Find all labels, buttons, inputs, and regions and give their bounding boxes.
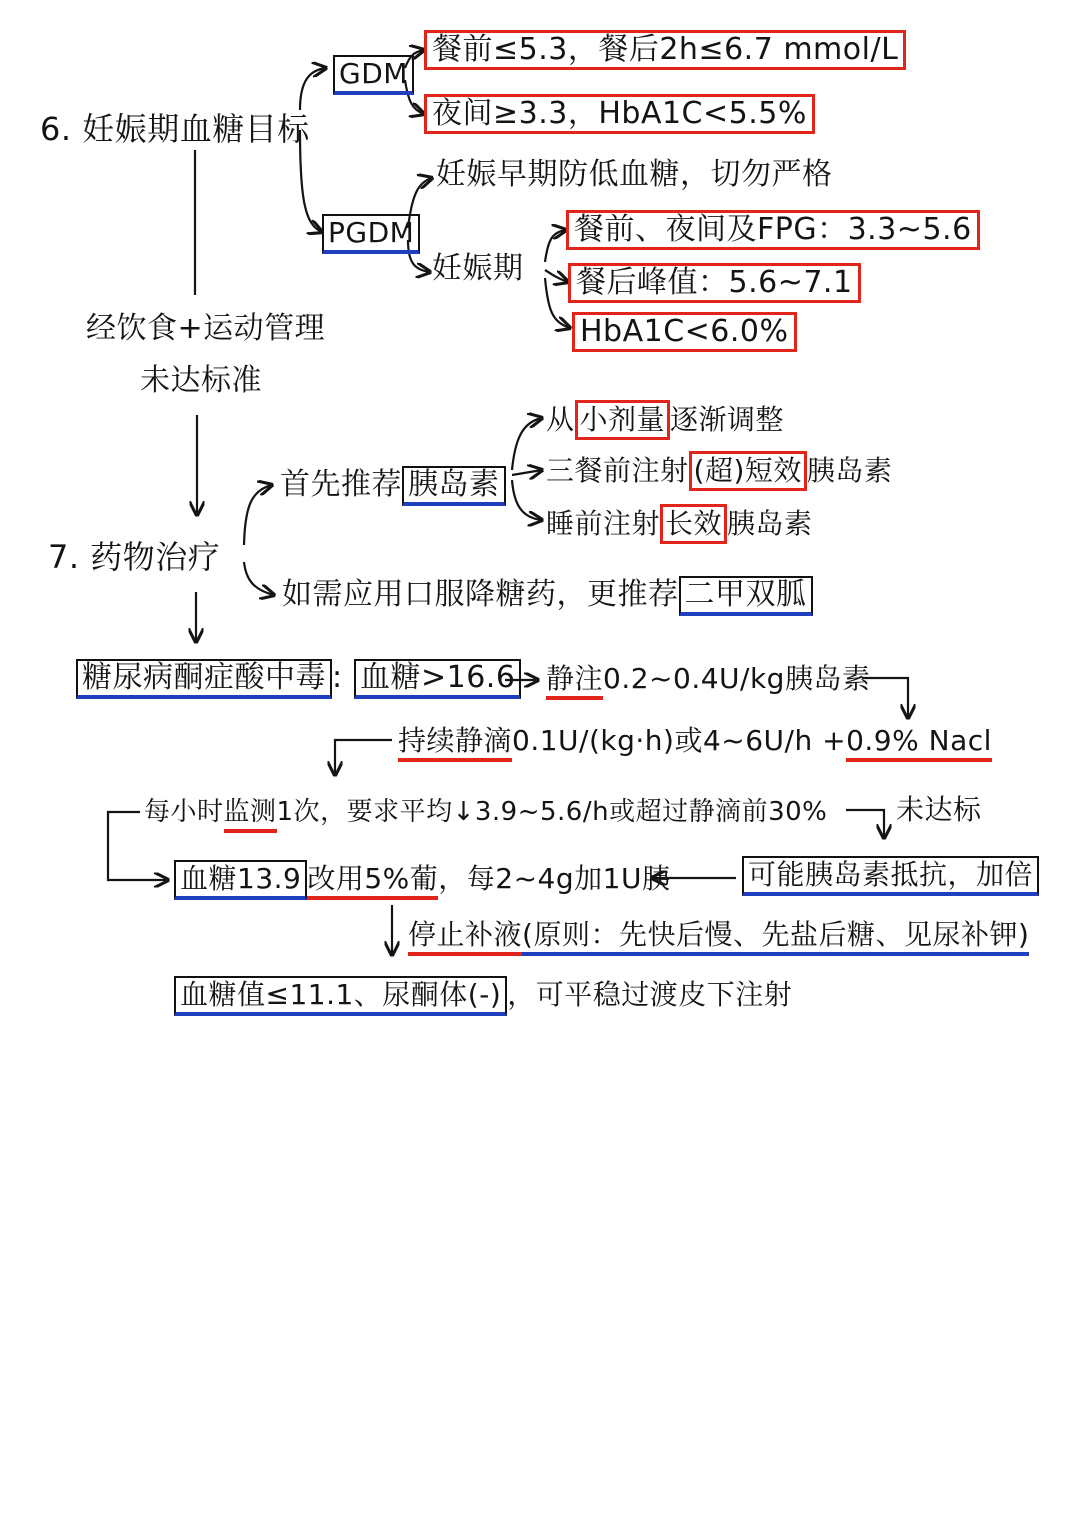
gdm-label: GDM xyxy=(333,55,414,95)
arrow-period-t2 xyxy=(545,270,568,282)
insulin-recommendation xyxy=(280,466,506,506)
insulin-dose-rule xyxy=(546,400,784,440)
pgdm-period-label: 妊娠期 xyxy=(432,251,524,286)
final-post: ，可平稳过渡皮下注射 xyxy=(507,978,793,1011)
bedtime-post: 胰岛素 xyxy=(727,507,813,540)
long-acting-box: 长效 xyxy=(660,504,727,544)
dka-title: 糖尿病酮症酸中毒 xyxy=(76,659,332,699)
gdm-target-night: 夜间≥3.3，HbA1C<5.5% xyxy=(424,94,815,134)
pgdm-target-fpg: 餐前、夜间及FPG：3.3~5.6 xyxy=(566,210,980,250)
dka-insulin-resistance: 可能胰岛素抵抗，加倍 xyxy=(742,856,1039,896)
dose-pre: 从 xyxy=(546,403,575,436)
dka-glucose-switch xyxy=(174,860,670,900)
short-acting-box: (超)短效 xyxy=(689,451,807,491)
lifestyle-line1: 经饮食+运动管理 xyxy=(86,311,326,346)
fluid-principle: (原则：先快后慢、先盐后糖、见尿补钾) xyxy=(522,918,1029,956)
dka-colon: : xyxy=(332,660,343,695)
dose-post: 逐渐调整 xyxy=(670,403,785,436)
monitor-label: 监测 xyxy=(224,795,277,833)
nacl-label: 0.9% Nacl xyxy=(846,724,992,762)
pgdm-early-note: 妊娠早期防低血糖，切勿严格 xyxy=(436,157,833,192)
dka-transition xyxy=(174,976,792,1016)
premeal-pre: 三餐前注射 xyxy=(546,454,689,487)
small-dose-box: 小剂量 xyxy=(575,400,671,440)
dka-stop-fluids xyxy=(408,918,1029,956)
final-criteria: 血糖值≤11.1、尿酮体(-) xyxy=(174,976,507,1016)
dka-title-row xyxy=(76,659,343,699)
line-drip-left-down xyxy=(335,740,392,775)
drip-rate: 0.1U/(kg·h)或4~6U/h + xyxy=(512,724,847,757)
pgdm-target-hba1c: HbA1C<6.0% xyxy=(572,312,797,352)
premeal-post: 胰岛素 xyxy=(806,454,893,487)
insulin-bedtime-rule xyxy=(546,504,813,544)
arrow-ins-dose xyxy=(512,418,542,470)
pgdm-label: PGDM xyxy=(322,214,420,254)
bedtime-pre: 睡前注射 xyxy=(546,507,661,540)
drip-label: 持续静滴 xyxy=(398,724,512,762)
dka-not-reached: 未达标 xyxy=(896,793,982,826)
insulin-premeal-rule xyxy=(546,451,892,491)
insulin-label: 胰岛素 xyxy=(402,466,506,506)
line-monitor-right xyxy=(846,810,884,838)
dka-monitor xyxy=(144,795,827,833)
section6-title: 6. 妊娠期血糖目标 xyxy=(40,110,310,148)
glucose-label: 改用5%葡 xyxy=(307,862,438,900)
monitor-pre: 每小时 xyxy=(144,797,224,827)
arrow-ins-premeal xyxy=(512,470,542,475)
dka-continuous-drip xyxy=(398,724,992,762)
oral-pre: 如需应用口服降糖药，更推荐 xyxy=(282,577,679,612)
pgdm-target-postmeal: 餐后峰值：5.6~7.1 xyxy=(568,263,861,303)
stop-fluids-label: 停止补液 xyxy=(408,918,522,956)
metformin-label: 二甲双胍 xyxy=(679,576,813,616)
lifestyle-line2: 未达标准 xyxy=(140,363,262,398)
arrow-ins-bedtime xyxy=(512,480,542,520)
dka-iv-bolus xyxy=(546,662,870,700)
monitor-post: 1次，要求平均↓3.9~5.6/h或超过静滴前30% xyxy=(276,797,828,827)
insulin-first-label: 首先推荐 xyxy=(280,467,402,502)
glucose-post: ，每2~4g加1U胰 xyxy=(438,862,671,895)
oral-drug-recommendation xyxy=(282,576,813,616)
arrow-to-insulin xyxy=(244,485,272,545)
arrow-to-oral xyxy=(244,562,274,595)
iv-dose: 0.2~0.4U/kg胰岛素 xyxy=(603,662,871,695)
arrow-to-gdm xyxy=(300,68,326,110)
bg-13-9: 血糖13.9 xyxy=(174,860,307,900)
section7-title: 7. 药物治疗 xyxy=(48,538,221,576)
gdm-target-premeal: 餐前≤5.3，餐后2h≤6.7 mmol/L xyxy=(424,30,906,70)
arrow-period-t1 xyxy=(545,230,566,262)
dka-bg-threshold: 血糖>16.6 xyxy=(354,659,521,699)
iv-label: 静注 xyxy=(546,662,603,700)
arrow-period-t3 xyxy=(545,278,570,328)
